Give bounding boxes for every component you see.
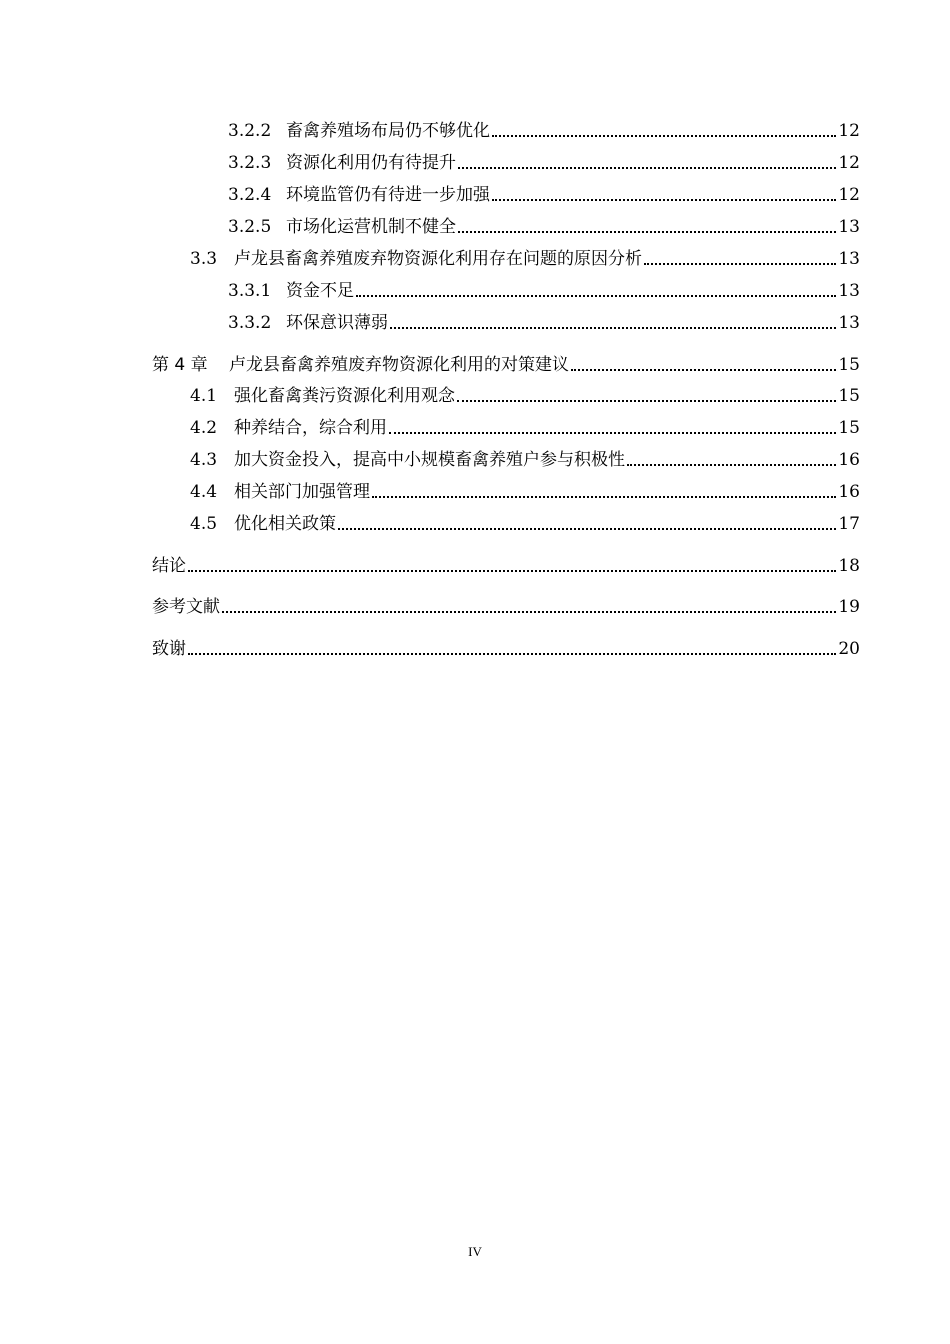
toc-page-number: 15: [838, 418, 860, 438]
toc-entry-4-2[interactable]: [190, 414, 860, 440]
toc-number: 3.2.3: [228, 153, 272, 173]
toc-number: 3.3.2: [228, 313, 272, 333]
toc-title: 卢龙县畜禽养殖废弃物资源化利用的对策建议: [229, 355, 569, 375]
toc-title: 强化畜禽粪污资源化利用观念: [234, 386, 455, 406]
toc-leader-dots: [458, 230, 836, 233]
toc-leader-dots: [492, 198, 836, 201]
toc-number: 4.5: [190, 514, 218, 534]
toc-entry-3-3-2[interactable]: [228, 309, 860, 335]
toc-page-number: 12: [838, 185, 860, 205]
toc-title: 种养结合，综合利用: [234, 418, 387, 438]
toc-leader-dots: [338, 527, 836, 530]
toc-page-number: 12: [838, 121, 860, 141]
toc-title: 卢龙县畜禽养殖废弃物资源化利用存在问题的原因分析: [234, 249, 642, 269]
toc-entry-conclusion[interactable]: [152, 552, 860, 578]
toc-leader-dots: [222, 610, 836, 613]
toc-title: 资金不足: [286, 281, 354, 301]
toc-leader-dots: [458, 166, 836, 169]
toc-number: 3.2.2: [228, 121, 272, 141]
toc-title: 环保意识薄弱: [286, 313, 388, 333]
toc-entry-4-4[interactable]: [190, 478, 860, 504]
toc-entry-3-3-1[interactable]: [228, 277, 860, 303]
toc-number: 3.3.1: [228, 281, 272, 301]
toc-title: 加大资金投入，提高中小规模畜禽养殖户参与积极性: [234, 450, 625, 470]
toc-title: 参考文献: [152, 597, 220, 617]
toc-entry-3-3[interactable]: [190, 245, 860, 271]
toc-leader-dots: [571, 368, 836, 371]
toc-number: 第 4 章: [152, 355, 208, 375]
toc-leader-dots: [372, 495, 836, 498]
toc-leader-dots: [644, 262, 836, 265]
toc-page-number: 13: [838, 249, 860, 269]
toc-entry-4-3[interactable]: [190, 446, 860, 472]
toc-page-number: 16: [838, 482, 860, 502]
toc-entry-4-1[interactable]: [190, 382, 860, 408]
toc-leader-dots: [356, 294, 836, 297]
toc-leader-dots: [492, 134, 836, 137]
toc-entry-chapter-4[interactable]: [152, 351, 860, 377]
toc-page-number: 20: [838, 639, 860, 659]
toc-entry-acknowledgements[interactable]: [152, 635, 860, 661]
toc-entry-3-2-4[interactable]: [228, 181, 860, 207]
toc-page-number: 18: [838, 556, 860, 576]
toc-page-number: 15: [838, 386, 860, 406]
toc-page-number: 13: [838, 217, 860, 237]
toc-title: 环境监管仍有待进一步加强: [286, 185, 490, 205]
toc-title: 畜禽养殖场布局仍不够优化: [286, 121, 490, 141]
toc-number: 4.3: [190, 450, 218, 470]
toc-entry-3-2-2[interactable]: [228, 117, 860, 143]
toc-leader-dots: [389, 431, 836, 434]
toc-number: 3.2.4: [228, 185, 272, 205]
toc-page-number: 19: [838, 597, 860, 617]
toc-leader-dots: [188, 652, 836, 655]
toc-number: 4.1: [190, 386, 218, 406]
toc-leader-dots: [457, 399, 836, 402]
toc-page-number: 13: [838, 313, 860, 333]
toc-number: 3.2.5: [228, 217, 272, 237]
toc-entry-references[interactable]: [152, 593, 860, 619]
toc-title: 市场化运营机制不健全: [286, 217, 456, 237]
toc-title: 结论: [152, 556, 186, 576]
toc-title: 优化相关政策: [234, 514, 336, 534]
toc-page-number: 17: [838, 514, 860, 534]
toc-title: 相关部门加强管理: [234, 482, 370, 502]
toc-entry-4-5[interactable]: [190, 510, 860, 536]
toc-title: 致谢: [152, 639, 186, 659]
toc-title: 资源化利用仍有待提升: [286, 153, 456, 173]
toc-page-number: 12: [838, 153, 860, 173]
toc-number: 4.4: [190, 482, 218, 502]
toc-number: 3.3: [190, 249, 218, 269]
toc-entry-3-2-3[interactable]: [228, 149, 860, 175]
toc-leader-dots: [627, 463, 836, 466]
page-footer-number: IV: [468, 1244, 482, 1259]
toc-page-number: 16: [838, 450, 860, 470]
toc-number: 4.2: [190, 418, 218, 438]
toc-page-number: 15: [838, 355, 860, 375]
toc-page-number: 13: [838, 281, 860, 301]
toc-leader-dots: [188, 569, 836, 572]
toc-leader-dots: [390, 326, 836, 329]
toc-entry-3-2-5[interactable]: [228, 213, 860, 239]
